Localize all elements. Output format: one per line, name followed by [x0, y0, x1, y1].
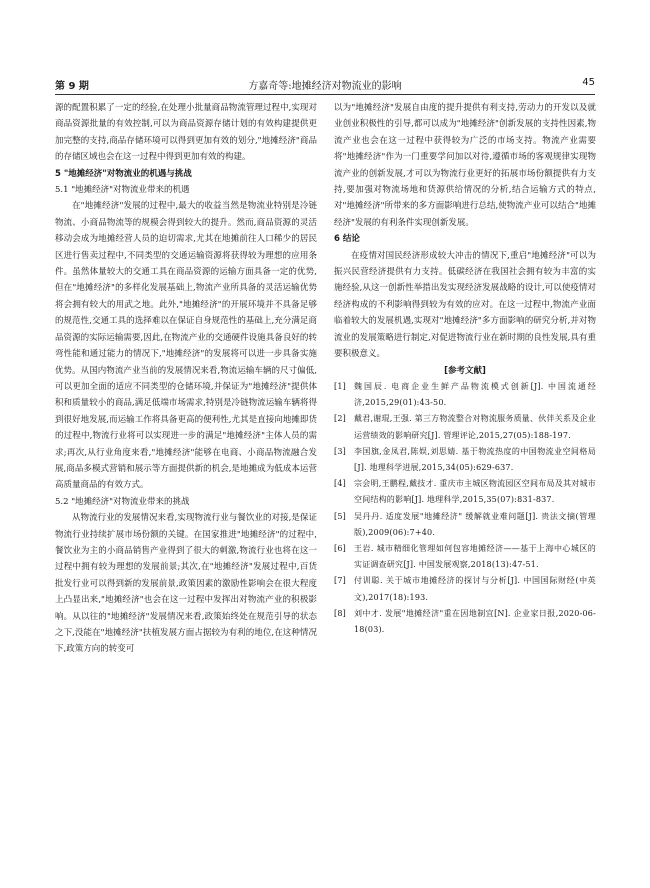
subsection-heading-5-1: 5.1 "地摊经济"对物流业带来的机遇 [55, 185, 190, 196]
running-header [55, 76, 595, 95]
reference-text: 付训聪. 关于城市地摊经济的探讨与分析[J]. 中国国际财经(中英文),2017(18):193. [354, 576, 596, 602]
left-column [55, 100, 317, 658]
paragraph: 在"地摊经济"发展的过程中,最大的收益当然是物流业特别是冷链物流、小商品物流等的规模会得到较大的提升。然而,商品资源的灵活移动会成为地摊经营人员的迫切需求,尤其在地摊前往人口稀少的居民区进行售卖过程中,不同类型的交通运输资源将获得较为理想的应用条件。虽然体量较大的交通工具在商品资源的运输方面具备一定的优势,但在"地摊经济"的多样化发展基础上,物流产业所具备的灵活运输优势将会拥有较大的用武之地。此外,"地摊经济"的开展环境并不具备足够的规范性,交通工具的选择难以在保证自身规范性的基础上,充分满足商品资源的实际运输需要,因此,在物流产业的交通硬件设施具备良好的转弯性能和通过能力的情况下,"地摊经济"的发展将可以进一步具备实施优势。从国内物流产业当前的发展情况来看,物流运输车辆的尺寸偏低,可以更加全面的适应不同类型的仓储环境,并保证为"地摊经济"提供体积和质量较小的商品,满足低端市场需求,特别是冷链物流运输车辆将得到很好地发展,而运输工作将具备更高的便利性,尤其是直接向地摊即货的过程中,物流行业将可以实现进一步的满足"地摊经济"主体人员的需求;再次,从行业角度来看,"地摊经济"能够在电商、小商品物流融合发展,商品多模式营销和展示等方面提供新的机会,是地摊成为低成本运营高质量商品的有效方式。 [55, 201, 317, 491]
reference-item [334, 573, 596, 605]
section-heading-5: 5 "地摊经济"对物流业的机遇与挑战 [55, 168, 192, 179]
reference-item [334, 444, 596, 476]
reference-number: [2] [334, 414, 346, 424]
reference-number: [4] [334, 479, 346, 489]
reference-text: 王岩. 城市精细化管理如何包容地摊经济——基于上海中心城区的实证调查研究[J]. 中国发展观察,2018(13):47-51. [354, 543, 596, 570]
reference-item [334, 476, 596, 508]
reference-item [334, 411, 596, 443]
issue-number: 第 9 期 [55, 81, 89, 92]
references-title: [参考文献] [444, 365, 486, 376]
reference-item [334, 509, 596, 541]
reference-number: [3] [334, 446, 346, 456]
reference-item [334, 379, 596, 411]
reference-number: [1] [334, 381, 346, 391]
reference-text: 宗会明,王鹏程,戴技才. 重庆市主城区物流园区空间布局及其对城市空间结构的影响[J]. 地理科学,2015,35(07):831-837. [354, 479, 596, 505]
reference-text: 吴丹丹. 适度发展"地摊经济" 缓解就业难问题[J]. 贵法文摘(管理版),2009(06):7+40. [354, 511, 596, 537]
paragraph: 从物流行业的发展情况来看,实现物流行业与餐饮业的对接,是保证物流行业持续扩展市场份额的关键。在国家推进"地摊经济"的过程中,餐饮业为主的小商品销售产业得到了很大的刺激,物流行业也将在这一过程中拥有较为理想的发展前景;其次,在"地摊经济"发展过程中,百货批发行业可以得到新的发展前景,政策因素的激励性影响会在很大程度上凸显出来,"地摊经济"也会在这一过程中发挥出对物流产业的积极影响。从以往的"地摊经济"发展情况来看,政策始终处在规范引导的状态之下,没能在"地摊经济"扶植发展方面占据较为有利的地位,在这种情况下,政策方向的转变可 [55, 513, 317, 655]
paragraph: 以为"地摊经济"发展自由度的提升提供有利支持,劳动力的开发以及就业创业积极性的引导,都可以成为"地摊经济"创新发展的支持性因素,物流产业也会在这一过程中获得较为广泛的市场支持。物流产业需要将"地摊经济"作为一门重要学问加以对待,遵循市场的客观规律实现物流产业的创新发展,才可以为物流行业更好的拓展市场份额提供有力支持,要加强对物流场地和货源供给情况的分析,结合运输方式的特点,对"地摊经济"所带来的多方面影响进行总结,使物流产业可以结合"地摊经济"发展的有利条件实现创新发展。 [334, 103, 596, 228]
running-title: 方嘉奇等:地摊经济对物流业的影响 [248, 81, 402, 92]
reference-item [334, 606, 596, 638]
reference-text: 李国旗,金凤君,陈娱,刘思婧. 基于物流热度的中国物流业空间格局[J]. 地理科学进展,2015,34(05):629-637. [354, 446, 596, 472]
subsection-heading-5-2: 5.2 "地摊经济"对物流业带来的挑战 [55, 496, 190, 507]
reference-number: [5] [334, 511, 346, 521]
paragraph: 源的配置积累了一定的经验,在处理小批量商品物流管理过程中,实现对商品资源批量的有效控制,可以为商品资源存储计划的有效构建提供更加完整的支持,商品存储环境可以得到更加有效的划分,"地摊经济"商品的存储区域也会在这一过程中得到更加有效的构建。 [55, 103, 317, 163]
reference-text: 刘中才. 发展"地摊经济"重在因地制宜[N]. 企业家日报,2020-06-18(03). [354, 608, 596, 634]
reference-text: 魏国辰. 电商企业生鲜产品物流模式创新[J]. 中国流通经济,2015,29(01):43-50. [354, 381, 596, 408]
reference-number: [7] [334, 576, 346, 586]
reference-text: 戴君,谢琨,王强. 第三方物流整合对物流服务质量、伙伴关系及企业运营绩效的影响研究[J]. 管理评论,2015,27(05):188-197. [354, 414, 596, 440]
reference-number: [6] [334, 543, 346, 553]
section-heading-6: 6 结论 [334, 234, 360, 245]
paragraph: 在疫情对国民经济形成较大冲击的情况下,重启"地摊经济"可以为振兴民营经济提供有力支持。低碳经济在我国社会拥有较为丰富的实施经验,从这一创新性举措出发实现经济发展战略的设计,可以使疫情对经济构成的不利影响得到较为有效的应对。在这一过程中,物流产业面临着较大的发展机遇,实现对"地摊经济"多方面影响的研究分析,并对物流业的发展策略进行制定,对促进物流行业在新时期的良性发展,具有重要积极意义。 [334, 250, 596, 360]
reference-list [334, 379, 596, 638]
right-column [334, 100, 596, 638]
reference-item [334, 541, 596, 573]
reference-number: [8] [334, 608, 346, 618]
page-number: 45 [582, 77, 595, 88]
